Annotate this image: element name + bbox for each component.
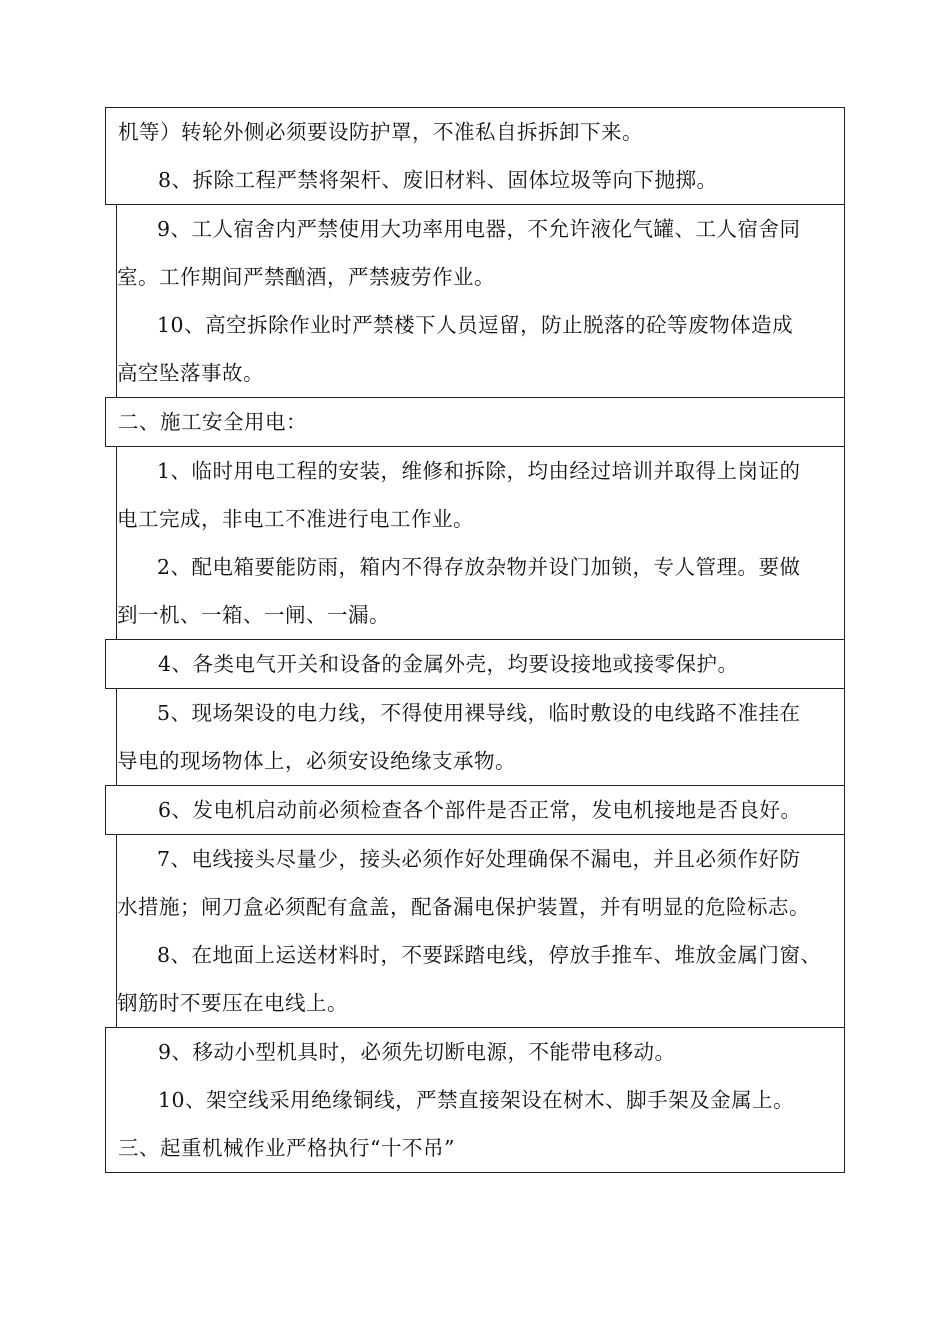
text-line: 9、移动小型机具时，必须先切断电源，不能带电移动。 [158,1040,676,1064]
text-line: 电工完成，非电工不准进行电工作业。 [117,507,474,531]
table-cell [105,1027,845,1173]
text-line: 9、工人宿舍内严禁使用大功率用电器，不允许液化气罐、工人宿舍同 [157,217,801,241]
text-line: 8、在地面上运送材料时，不要踩踏电线，停放手推车、堆放金属门窗、 [157,943,822,967]
text-line: 5、现场架设的电力线，不得使用裸导线，临时敷设的电线路不准挂在 [157,701,801,725]
table-cell [105,446,845,639]
table-cell [105,688,845,785]
document-table [105,107,845,1173]
table-cell [105,834,845,1027]
text-line: 钢筋时不要压在电线上。 [117,991,348,1015]
text-line: 室。工作期间严禁酗酒，严禁疲劳作业。 [117,265,495,289]
text-line: 7、电线接头尽量少，接头必须作好处理确保不漏电，并且必须作好防 [157,847,801,871]
text-line: 二、施工安全用电： [118,410,307,434]
text-line: 高空坠落事故。 [117,361,264,385]
table-cell [105,785,845,834]
text-line: 导电的现场物体上，必须安设绝缘支承物。 [117,749,516,773]
text-line: 10、架空线采用绝缘铜线，严禁直接架设在树木、脚手架及金属上。 [158,1088,795,1112]
text-line: 到一机、一箱、一闸、一漏。 [117,603,390,627]
table-cell [105,397,845,446]
text-line: 1、临时用电工程的安装，维修和拆除，均由经过培训并取得上岗证的 [157,459,801,483]
text-line: 6、发电机启动前必须检查各个部件是否正常，发电机接地是否良好。 [158,798,802,822]
table-cell [105,204,845,397]
table-cell [105,639,845,688]
text-line: 10、高空拆除作业时严禁楼下人员逗留，防止脱落的砼等废物体造成 [157,313,794,337]
text-line: 水措施；闸刀盒必须配有盒盖，配备漏电保护装置，并有明显的危险标志。 [117,895,810,919]
text-line: 4、各类电气开关和设备的金属外壳，均要设接地或接零保护。 [158,652,739,676]
text-line: 机等）转轮外侧必须要设防护罩，不准私自拆拆卸下来。 [118,120,643,144]
text-line: 8、拆除工程严禁将架杆、废旧材料、固体垃圾等向下抛掷。 [158,168,718,192]
text-line: 三、起重机械作业严格执行“十不吊” [118,1136,455,1160]
text-line: 2、配电箱要能防雨，箱内不得存放杂物并设门加锁，专人管理。要做 [157,555,801,579]
table-cell [105,107,845,204]
